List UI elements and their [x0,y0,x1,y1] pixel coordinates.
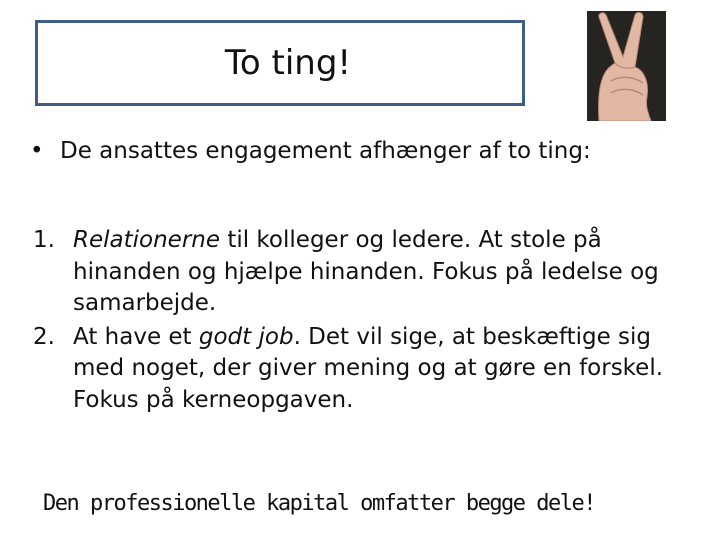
emphasis-relationerne: Relationerne [73,227,221,253]
list-item-number: 1. [33,227,55,253]
list-item [33,225,698,320]
emphasis-godt-job: godt job [198,323,294,350]
bullet-marker: • [30,138,44,164]
bullet-line [30,135,591,167]
victory-hand-icon [587,11,666,121]
footer-conclusion: Den professionelle kapital omfatter begge dele! [43,491,596,516]
list-item [33,322,698,417]
list-item-text-before: At have et [73,323,199,350]
list-item-number: 2. [33,323,55,350]
bullet-text: De ansattes engagement afhænger af to ting: [60,138,591,164]
title-box [35,20,525,106]
list-item-text: . Det vil sige, at beskæftige sig med noget, der giver mening og at gøre en forskel. Fokus på kerneopgaven. [73,323,664,413]
numbered-list [33,225,698,416]
list-item-text: til kolleger og ledere. At stole på hinanden og hjælpe hinanden. Fokus på ledelse og samarbejde. [73,227,659,316]
slide-title: To ting! [224,43,352,83]
